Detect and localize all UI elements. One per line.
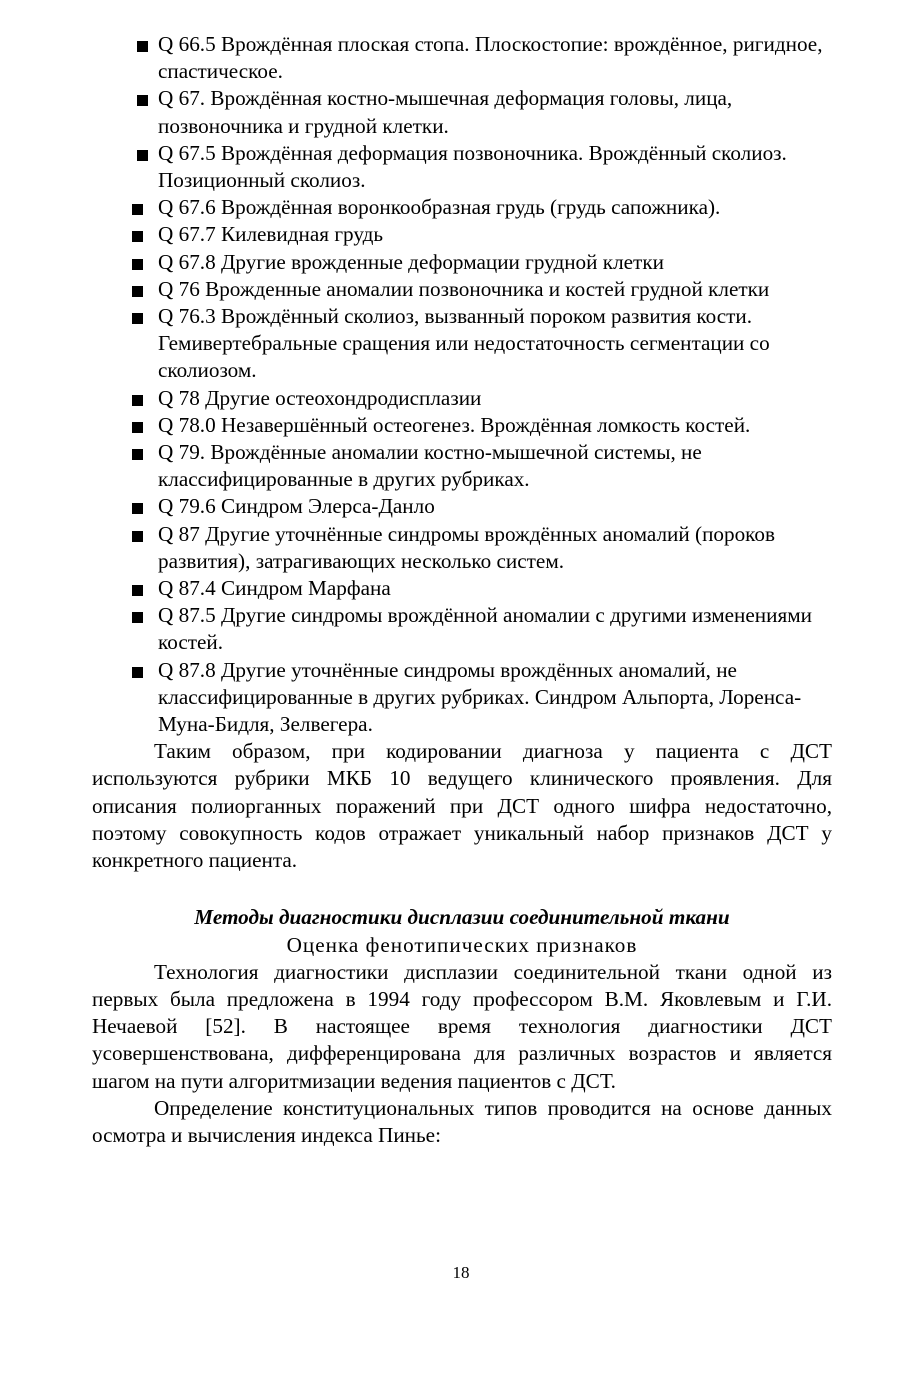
icd-code-list: [92, 31, 832, 738]
list-item-text: Q 87 Другие уточнённые синдромы врождённых аномалий (пороков развития), затрагивающих несколько систем.: [158, 521, 776, 573]
list-item-text: Q 78 Другие остеохондродисплазии: [158, 385, 482, 410]
list-item-text: Q 87.4 Синдром Марфана: [158, 576, 391, 601]
list-item-text: Q 76.3 Врождённый сколиоз, вызванный пороком развития кости. Гемивертебральные сращения или недостаточность сегментации со сколиозом.: [158, 304, 770, 383]
square-bullet-icon: [132, 503, 143, 514]
square-bullet-icon: [137, 150, 148, 161]
list-item-text: Q 67.6 Врождённая воронкообразная грудь (грудь сапожника).: [158, 195, 721, 220]
square-bullet-icon: [132, 612, 143, 623]
section-subheading: Оценка фенотипических признаков: [286, 932, 638, 957]
list-item: [92, 575, 832, 602]
list-item: [92, 31, 832, 85]
list-item-text: Q 78.0 Незавершённый остеогенез. Врождённая ломкость костей.: [158, 412, 751, 437]
list-item-text: Q 67.8 Другие врожденные деформации грудной клетки: [158, 249, 664, 274]
list-item-text: Q 79.6 Синдром Элерса-Данло: [158, 494, 435, 519]
square-bullet-icon: [132, 585, 143, 596]
page-number: 18: [452, 1263, 470, 1282]
list-item-text: Q 67.5 Врождённая деформация позвоночника. Врождённый сколиоз. Позиционный сколиоз.: [158, 140, 787, 193]
list-item: [92, 657, 832, 739]
square-bullet-icon: [132, 231, 143, 242]
square-bullet-icon: [132, 449, 143, 460]
square-bullet-icon: [132, 259, 143, 270]
square-bullet-icon: [132, 531, 143, 542]
list-item-text: Q 87.8 Другие уточнённые синдромы врождённых аномалий, не классифицированные в других рубриках. Синдром Альпорта, Лоренса-Муна-Бидля, Зелвегера.: [158, 657, 802, 737]
list-item: [92, 85, 832, 139]
list-item: [92, 602, 832, 656]
body-paragraph: Определение конституциональных типов проводится на основе данных осмотра и вычисления индекса Пинье:: [92, 1095, 832, 1147]
square-bullet-icon: [132, 313, 143, 324]
list-item: [92, 140, 832, 194]
list-item-text: Q 67.7 Килевидная грудь: [158, 222, 384, 247]
list-item: [92, 249, 832, 276]
summary-paragraph: Таким образом, при кодировании диагноза у пациента с ДСТ используются рубрики МКБ 10 ведущего клинического проявления. Для описания полиорганных поражений при ДСТ одного шифра недостаточно, поэтому совокупность кодов отражает уникальный набор признаков ДСТ у конкретного пациента.: [92, 739, 832, 873]
list-item: [92, 303, 832, 385]
square-bullet-icon: [132, 286, 143, 297]
square-bullet-icon: [132, 395, 143, 406]
list-item-text: Q 66.5 Врождённая плоская стопа. Плоскостопие: врождённое, ригидное, спастическое.: [158, 32, 823, 84]
square-bullet-icon: [132, 667, 143, 678]
list-item: [92, 493, 832, 520]
list-item: [92, 194, 832, 221]
list-item-text: Q 67. Врождённая костно-мышечная деформация головы, лица, позвоночника и грудной клетки.: [158, 86, 733, 138]
list-item-text: Q 76 Врожденные аномалии позвоночника и костей грудной клетки: [158, 276, 770, 301]
list-item: [92, 412, 832, 439]
list-item: [92, 521, 832, 575]
square-bullet-icon: [137, 41, 148, 52]
list-item: [92, 439, 832, 493]
list-item-text: Q 87.5 Другие синдромы врождённой аномалии с другими изменениями костей.: [158, 603, 812, 655]
section-heading: Методы диагностики дисплазии соединительной ткани: [194, 905, 730, 930]
square-bullet-icon: [137, 95, 148, 106]
square-bullet-icon: [132, 204, 143, 215]
list-item-text: Q 79. Врождённые аномалии костно-мышечной системы, не классифицированные в других рубриках.: [158, 440, 702, 492]
list-item: [92, 276, 832, 303]
square-bullet-icon: [132, 422, 143, 433]
document-page: [92, 31, 832, 1149]
list-item: [92, 385, 832, 412]
list-item: [92, 221, 832, 248]
body-paragraph: Технология диагностики дисплазии соединительной ткани одной из первых была предложена в 1994 году профессором В.М. Яковлевым и Г.И. Нечаевой [52]. В настоящее время технология диагностики ДСТ усовершенствована, дифференцирована для различных возрастов и является шагом на пути алгоритмизации ведения пациентов с ДСТ.: [92, 959, 832, 1093]
